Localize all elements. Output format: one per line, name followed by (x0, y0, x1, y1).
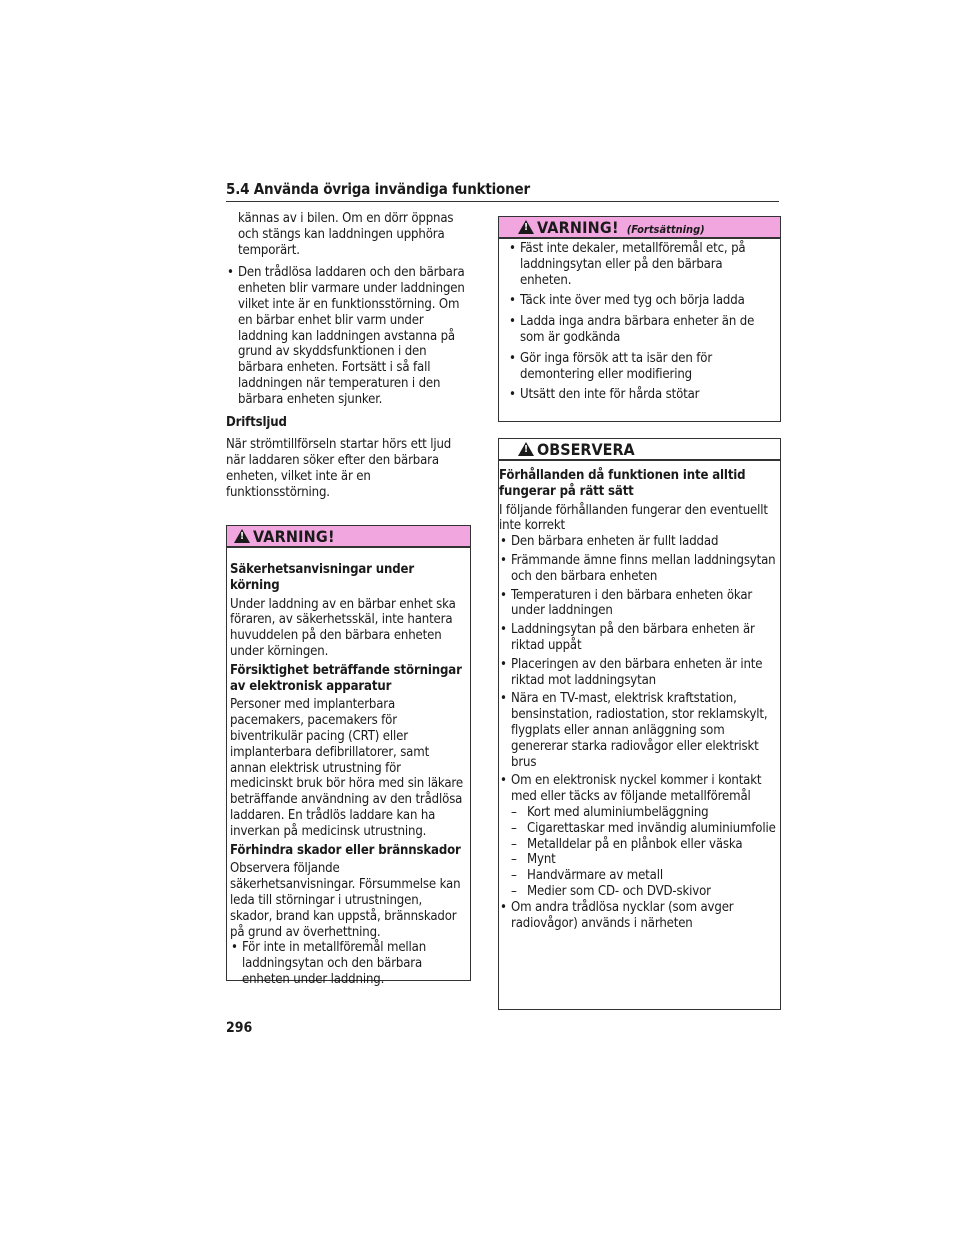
list-item: • Laddningsytan på den bärbara enheten är riktad uppåt (499, 622, 780, 654)
sub-list-item: – Metalldelar på en plånbok eller väska (499, 837, 780, 853)
section-title: 5.4 Använda övriga invändiga funktioner (226, 180, 530, 198)
list-item: • Täck inte över med tyg och börja ladda (508, 293, 771, 309)
notice-body (499, 461, 780, 937)
notice-label: OBSERVERA (537, 440, 635, 459)
list-item: • Gör inga försök att ta isär den för demontering eller modifiering (508, 351, 771, 383)
warning-paragraph: Under laddning av en bärbar enhet ska föraren, av säkerhetsskäl, inte hantera huvuddelen på den bärbara enheten under körningen. (230, 596, 456, 659)
notice-triangle-icon (518, 442, 534, 456)
notice-intro: I följande förhållanden fungerar den eventuellt inte korrekt (499, 502, 768, 534)
warning-header (227, 526, 470, 548)
list-item: • Om andra trådlösa nycklar (som avger radiovågor) används i närheten (499, 900, 780, 932)
continued-text: kännas av i bilen. Om en dörr öppnas och stängs kan laddningen upphöra temporärt. (238, 211, 454, 258)
notice-heading: Förhållanden då funktionen inte alltid fungerar på rätt sätt (499, 468, 746, 499)
warning-header (499, 217, 780, 239)
section-header (226, 179, 779, 202)
warning-label: VARNING! (253, 527, 335, 546)
noise-paragraph: När strömtillförseln startar hörs ett ljud när laddaren söker efter den bärbara enheten, vilket inte är en funktionsstörning. (226, 437, 452, 500)
left-column (226, 211, 471, 508)
list-item: • För inte in metallföremål mellan laddningsytan och den bärbara enheten under laddning. (230, 940, 467, 987)
warning-box (226, 525, 471, 987)
sub-list-item: – Medier som CD- och DVD-skivor (499, 884, 780, 900)
continued-label: (Fortsättning) (626, 223, 705, 236)
list-item: • Ladda inga andra bärbara enheter än de som är godkända (508, 314, 771, 346)
list-item: • Placeringen av den bärbara enheten är inte riktad mot laddningsytan (499, 657, 780, 689)
warning-heading: Försiktighet beträffande störningar av elektronisk apparatur (230, 662, 462, 694)
list-item: • Utsätt den inte för hårda stötar (508, 387, 771, 403)
list-item: • Den trådlösa laddaren och den bärbara enheten blir varmare under laddningen vilket inte är en funktionsstörning. Om en bärbar enhet blir varm under laddning kan laddningen avstanna på grund av skyddsfunktionen i den bärbara enheten. Fortsätt i så fall laddningen när temperaturen i den bärbara enheten sjunker. (226, 265, 471, 407)
page-number: 296 (226, 1020, 253, 1036)
list-item: • Fäst inte dekaler, metallföremål etc, på laddningsytan eller på den bärbara enheten. (508, 241, 771, 288)
notice-header (499, 439, 780, 461)
heading-driftsljud: Driftsljud (226, 414, 287, 430)
warning-body (499, 239, 780, 409)
warning-heading: Säkerhetsanvisningar under körning (230, 562, 415, 593)
sub-list-item: – Handvärmare av metall (499, 868, 780, 884)
warning-label: VARNING! (537, 218, 619, 237)
list-item: • Nära en TV-mast, elektrisk kraftstation, bensinstation, radiostation, stor reklamskylt, flygplats eller annan anläggning som genererar starka radiovågor eller elektriskt brus (499, 691, 780, 770)
warning-triangle-icon (518, 220, 534, 234)
list-item: • Om en elektronisk nyckel kommer i kontakt med eller täcks av följande metallföremål (499, 773, 780, 805)
warning-heading: Förhindra skador eller brännskador (230, 842, 461, 858)
warning-continued-box (498, 216, 781, 422)
list-item: • Främmande ämne finns mellan laddningsytan och den bärbara enheten (499, 553, 780, 585)
warning-paragraph: Personer med implanterbara pacemakers, pacemakers för biventrikulär pacing (CRT) eller implanterbara defibrillatorer, samt annan elektrisk utrustning för medicinskt bruk bör höra med sin läkare beträffande användning av den trådlösa laddaren. En trådlös laddare kan ha inverkan på medicinsk utrustning. (230, 697, 463, 839)
list-item: • Den bärbara enheten är fullt laddad (499, 534, 780, 550)
list-item: • Temperaturen i den bärbara enheten ökar under laddningen (499, 588, 780, 620)
warning-triangle-icon (234, 529, 250, 543)
warning-body (227, 548, 470, 994)
sub-list-item: – Mynt (499, 852, 780, 868)
notice-box (498, 438, 781, 1010)
sub-list-item: – Kort med aluminiumbeläggning (499, 805, 780, 821)
sub-list-item: – Cigarettaskar med invändig aluminiumfolie (499, 821, 780, 837)
warning-paragraph: Observera följande säkerhetsanvisningar. Försummelse kan leda till störningar i utrustningen, skador, brand kan uppstå, brännskador på grund av överhettning. (230, 861, 461, 940)
